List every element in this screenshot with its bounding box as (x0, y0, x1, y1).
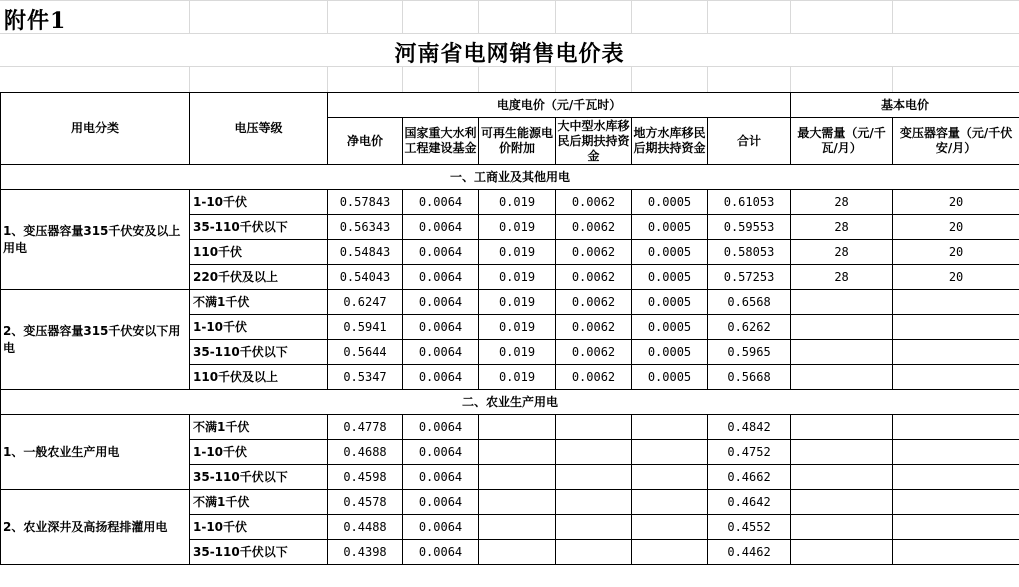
max-demand-cell (791, 340, 893, 365)
voltage-cell: 不满1千伏 (190, 490, 328, 515)
table-row (1, 290, 1019, 315)
voltage-cell: 1-10千伏 (190, 190, 328, 215)
tariff-body (1, 165, 1019, 565)
voltage-cell: 35-110千伏以下 (190, 215, 328, 240)
transformer-cell (893, 515, 1019, 540)
large-reservoir-cell (556, 465, 632, 490)
total-cell: 0.4642 (708, 490, 791, 515)
water-fund-cell: 0.0064 (403, 490, 479, 515)
renewable-cell (479, 440, 556, 465)
local-reservoir-cell (632, 540, 708, 565)
water-fund-cell: 0.0064 (403, 440, 479, 465)
voltage-cell: 220千伏及以上 (190, 265, 328, 290)
max-demand-cell: 28 (791, 190, 893, 215)
total-cell: 0.6568 (708, 290, 791, 315)
section-title: 二、农业生产用电 (1, 390, 1019, 415)
local-reservoir-cell: 0.0005 (632, 215, 708, 240)
section-row (1, 165, 1019, 190)
total-cell: 0.6262 (708, 315, 791, 340)
large-reservoir-cell (556, 490, 632, 515)
transformer-cell: 20 (893, 265, 1019, 290)
local-reservoir-cell (632, 415, 708, 440)
local-reservoir-cell: 0.0005 (632, 340, 708, 365)
max-demand-cell (791, 415, 893, 440)
header-max-demand: 最大需量（元/千瓦/月） (791, 118, 893, 165)
max-demand-cell (791, 315, 893, 340)
header-renewable: 可再生能源电价附加 (479, 118, 556, 165)
table-row (1, 490, 1019, 515)
net-price-cell: 0.54043 (328, 265, 403, 290)
total-cell: 0.4752 (708, 440, 791, 465)
max-demand-cell (791, 440, 893, 465)
local-reservoir-cell (632, 465, 708, 490)
water-fund-cell: 0.0064 (403, 465, 479, 490)
table-row (1, 190, 1019, 215)
category-cell: 1、变压器容量315千伏安及以上用电 (1, 190, 190, 290)
local-reservoir-cell (632, 490, 708, 515)
total-cell: 0.59553 (708, 215, 791, 240)
large-reservoir-cell (556, 440, 632, 465)
attachment-label: 附件1 (4, 8, 67, 34)
voltage-cell: 不满1千伏 (190, 290, 328, 315)
net-price-cell: 0.4598 (328, 465, 403, 490)
net-price-cell: 0.4778 (328, 415, 403, 440)
water-fund-cell: 0.0064 (403, 540, 479, 565)
voltage-cell: 35-110千伏以下 (190, 465, 328, 490)
max-demand-cell: 28 (791, 240, 893, 265)
renewable-cell: 0.019 (479, 190, 556, 215)
water-fund-cell: 0.0064 (403, 240, 479, 265)
large-reservoir-cell (556, 515, 632, 540)
category-cell: 1、一般农业生产用电 (1, 415, 190, 490)
voltage-cell: 35-110千伏以下 (190, 340, 328, 365)
total-cell: 0.57253 (708, 265, 791, 290)
transformer-cell (893, 440, 1019, 465)
max-demand-cell (791, 515, 893, 540)
transformer-cell: 20 (893, 240, 1019, 265)
header-voltage: 电压等级 (190, 93, 328, 165)
header-energy-group: 电度电价（元/千瓦时） (328, 93, 791, 118)
max-demand-cell (791, 365, 893, 390)
table-row (1, 415, 1019, 440)
local-reservoir-cell: 0.0005 (632, 240, 708, 265)
large-reservoir-cell: 0.0062 (556, 365, 632, 390)
large-reservoir-cell (556, 540, 632, 565)
voltage-cell: 1-10千伏 (190, 515, 328, 540)
renewable-cell: 0.019 (479, 340, 556, 365)
transformer-cell (893, 465, 1019, 490)
transformer-cell (893, 490, 1019, 515)
water-fund-cell: 0.0064 (403, 290, 479, 315)
transformer-cell (893, 315, 1019, 340)
water-fund-cell: 0.0064 (403, 515, 479, 540)
header-basic-group: 基本电价 (791, 93, 1019, 118)
net-price-cell: 0.5941 (328, 315, 403, 340)
header-local-reservoir: 地方水库移民后期扶持资金 (632, 118, 708, 165)
transformer-cell (893, 340, 1019, 365)
net-price-cell: 0.5347 (328, 365, 403, 390)
net-price-cell: 0.56343 (328, 215, 403, 240)
local-reservoir-cell (632, 515, 708, 540)
net-price-cell: 0.4688 (328, 440, 403, 465)
section-row (1, 390, 1019, 415)
large-reservoir-cell: 0.0062 (556, 240, 632, 265)
total-cell: 0.4552 (708, 515, 791, 540)
net-price-cell: 0.6247 (328, 290, 403, 315)
total-cell: 0.4842 (708, 415, 791, 440)
renewable-cell: 0.019 (479, 240, 556, 265)
transformer-cell (893, 365, 1019, 390)
transformer-cell (893, 415, 1019, 440)
large-reservoir-cell (556, 415, 632, 440)
net-price-cell: 0.5644 (328, 340, 403, 365)
voltage-cell: 1-10千伏 (190, 440, 328, 465)
local-reservoir-cell (632, 440, 708, 465)
max-demand-cell (791, 540, 893, 565)
renewable-cell (479, 415, 556, 440)
local-reservoir-cell: 0.0005 (632, 190, 708, 215)
total-cell: 0.5965 (708, 340, 791, 365)
header-transformer: 变压器容量（元/千伏安/月） (893, 118, 1019, 165)
tariff-table (0, 92, 1019, 565)
voltage-cell: 110千伏 (190, 240, 328, 265)
max-demand-cell (791, 290, 893, 315)
local-reservoir-cell: 0.0005 (632, 265, 708, 290)
header-net-price: 净电价 (328, 118, 403, 165)
max-demand-cell: 28 (791, 265, 893, 290)
water-fund-cell: 0.0064 (403, 315, 479, 340)
header-water-fund: 国家重大水利工程建设基金 (403, 118, 479, 165)
max-demand-cell (791, 465, 893, 490)
voltage-cell: 不满1千伏 (190, 415, 328, 440)
net-price-cell: 0.4578 (328, 490, 403, 515)
total-cell: 0.4462 (708, 540, 791, 565)
total-cell: 0.4662 (708, 465, 791, 490)
voltage-cell: 35-110千伏以下 (190, 540, 328, 565)
large-reservoir-cell: 0.0062 (556, 290, 632, 315)
local-reservoir-cell: 0.0005 (632, 290, 708, 315)
transformer-cell (893, 290, 1019, 315)
transformer-cell: 20 (893, 215, 1019, 240)
renewable-cell: 0.019 (479, 290, 556, 315)
renewable-cell (479, 490, 556, 515)
large-reservoir-cell: 0.0062 (556, 340, 632, 365)
local-reservoir-cell: 0.0005 (632, 365, 708, 390)
renewable-cell: 0.019 (479, 215, 556, 240)
max-demand-cell: 28 (791, 215, 893, 240)
renewable-cell: 0.019 (479, 315, 556, 340)
page-title: 河南省电网销售电价表 (394, 41, 625, 67)
max-demand-cell (791, 490, 893, 515)
renewable-cell (479, 540, 556, 565)
header-large-reservoir: 大中型水库移民后期扶持资金 (557, 118, 630, 163)
header-total: 合计 (708, 118, 791, 165)
large-reservoir-cell: 0.0062 (556, 265, 632, 290)
transformer-cell: 20 (893, 190, 1019, 215)
total-cell: 0.58053 (708, 240, 791, 265)
total-cell: 0.61053 (708, 190, 791, 215)
large-reservoir-cell: 0.0062 (556, 215, 632, 240)
net-price-cell: 0.54843 (328, 240, 403, 265)
net-price-cell: 0.4488 (328, 515, 403, 540)
transformer-cell (893, 540, 1019, 565)
water-fund-cell: 0.0064 (403, 215, 479, 240)
renewable-cell: 0.019 (479, 265, 556, 290)
voltage-cell: 110千伏及以上 (190, 365, 328, 390)
renewable-cell (479, 515, 556, 540)
local-reservoir-cell: 0.0005 (632, 315, 708, 340)
renewable-cell (479, 465, 556, 490)
renewable-cell: 0.019 (479, 365, 556, 390)
water-fund-cell: 0.0064 (403, 265, 479, 290)
net-price-cell: 0.4398 (328, 540, 403, 565)
large-reservoir-cell: 0.0062 (556, 190, 632, 215)
header-category: 用电分类 (1, 93, 190, 165)
water-fund-cell: 0.0064 (403, 365, 479, 390)
voltage-cell: 1-10千伏 (190, 315, 328, 340)
net-price-cell: 0.57843 (328, 190, 403, 215)
total-cell: 0.5668 (708, 365, 791, 390)
section-title: 一、工商业及其他用电 (1, 165, 1019, 190)
category-cell: 2、变压器容量315千伏安以下用电 (1, 290, 190, 390)
category-cell: 2、农业深井及高扬程排灌用电 (1, 490, 190, 565)
water-fund-cell: 0.0064 (403, 340, 479, 365)
water-fund-cell: 0.0064 (403, 415, 479, 440)
large-reservoir-cell: 0.0062 (556, 315, 632, 340)
water-fund-cell: 0.0064 (403, 190, 479, 215)
